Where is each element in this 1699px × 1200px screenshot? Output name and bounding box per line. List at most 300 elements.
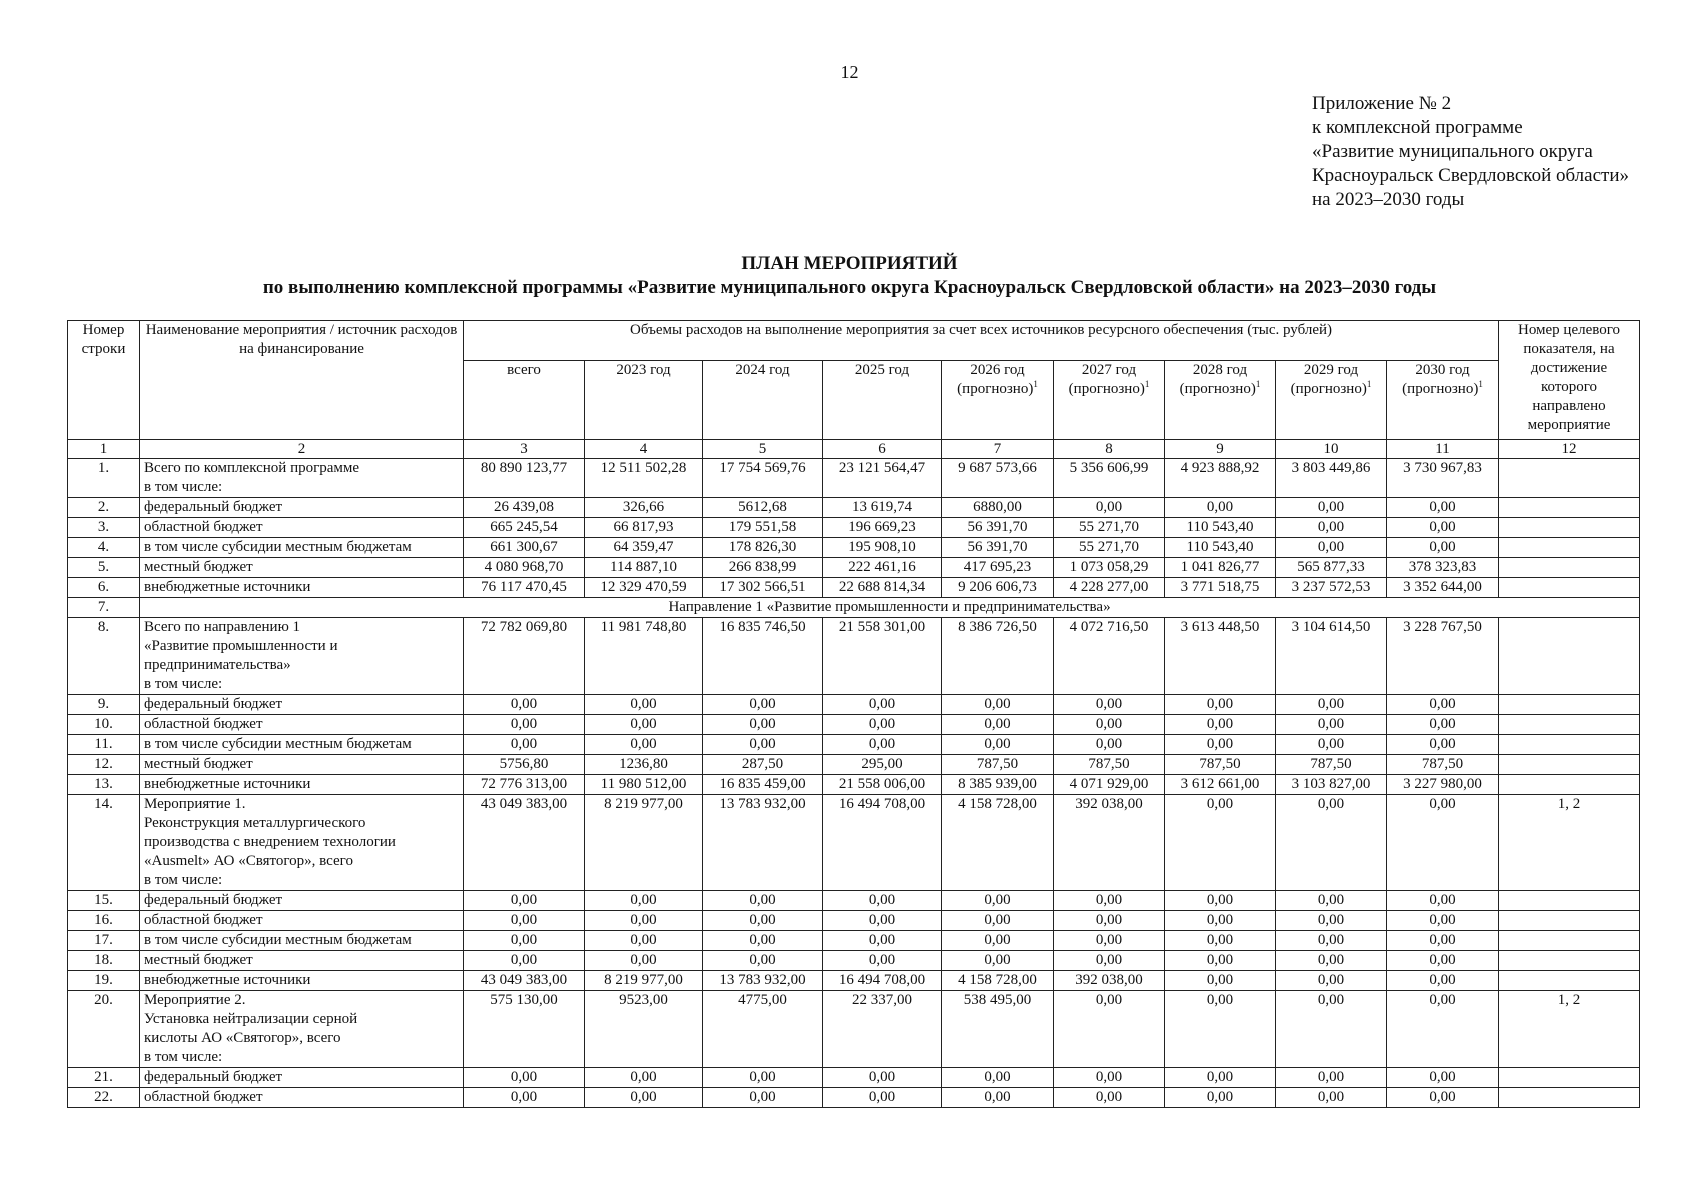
target-indicator-cell [1499, 951, 1640, 971]
year-value-cell: 3 730 967,83 [1387, 459, 1499, 498]
year-value-cell: 0,00 [1054, 498, 1165, 518]
row-number-cell: 6. [68, 578, 140, 598]
year-value-cell: 787,50 [1276, 755, 1387, 775]
year-value-cell: 0,00 [1276, 971, 1387, 991]
column-number: 12 [1499, 440, 1640, 459]
year-value-cell: 0,00 [585, 951, 703, 971]
year-value-cell: 287,50 [703, 755, 823, 775]
total-value-cell: 0,00 [464, 735, 585, 755]
forecast-label: (прогнозно) [1290, 381, 1367, 398]
year-value-cell: 0,00 [1165, 715, 1276, 735]
table-row [68, 991, 1640, 1068]
year-value-cell: 0,00 [1276, 518, 1387, 538]
year-value-cell: 0,00 [1387, 735, 1499, 755]
year-value-cell: 4775,00 [703, 991, 823, 1068]
row-number-cell: 11. [68, 735, 140, 755]
year-label: 2029 год [1303, 362, 1359, 379]
year-value-cell: 195 908,10 [823, 538, 942, 558]
year-value-cell: 392 038,00 [1054, 971, 1165, 991]
year-value-cell: 0,00 [703, 911, 823, 931]
year-value-cell: 0,00 [942, 735, 1054, 755]
year-value-cell: 9 687 573,66 [942, 459, 1054, 498]
year-value-cell: 0,00 [1165, 991, 1276, 1068]
year-value-cell: 0,00 [1276, 695, 1387, 715]
year-value-cell: 3 237 572,53 [1276, 578, 1387, 598]
total-value-cell: 72 776 313,00 [464, 775, 585, 795]
total-value-cell: 0,00 [464, 951, 585, 971]
total-value-cell: 76 117 470,45 [464, 578, 585, 598]
target-indicator-cell [1499, 931, 1640, 951]
subtitle-line: по выполнению комплексной программы «Развитие муниципального округа Красноуральск Свердловской области» на 2023–2030 годы [262, 277, 1437, 298]
year-value-cell: 4 072 716,50 [1054, 618, 1165, 695]
table-row [68, 459, 1640, 498]
year-value-cell: 16 835 746,50 [703, 618, 823, 695]
title-line: ПЛАН МЕРОПРИЯТИЙ [741, 253, 958, 274]
year-value-cell: 0,00 [1054, 951, 1165, 971]
year-value-cell: 178 826,30 [703, 538, 823, 558]
table-row [68, 578, 1640, 598]
column-number: 1 [68, 440, 140, 459]
year-value-cell: 0,00 [1165, 498, 1276, 518]
year-value-cell: 23 121 564,47 [823, 459, 942, 498]
year-value-cell: 0,00 [703, 1088, 823, 1108]
appendix-line: Красноуральск Свердловской области» [1312, 165, 1629, 186]
row-name-cell: Мероприятие 2. Установка нейтрализации серной кислоты АО «Святогор», всего в том числе: [140, 991, 464, 1068]
target-indicator-cell [1499, 755, 1640, 775]
row-name-cell: местный бюджет [140, 558, 464, 578]
year-value-cell: 0,00 [585, 1088, 703, 1108]
year-value-cell: 0,00 [1387, 891, 1499, 911]
year-value-cell: 0,00 [823, 1088, 942, 1108]
table-row [68, 735, 1640, 755]
column-number: 4 [585, 440, 703, 459]
table-row [68, 795, 1640, 891]
year-value-cell: 1236,80 [585, 755, 703, 775]
row-name-cell: в том числе субсидии местным бюджетам [140, 538, 464, 558]
table-row [68, 618, 1640, 695]
year-value-cell: 0,00 [1387, 538, 1499, 558]
year-value-cell: 0,00 [942, 951, 1054, 971]
year-label: 2030 год [1415, 362, 1470, 379]
year-value-cell: 0,00 [1276, 538, 1387, 558]
year-value-cell: 4 071 929,00 [1054, 775, 1165, 795]
total-value-cell: 0,00 [464, 695, 585, 715]
column-number: 11 [1387, 440, 1499, 459]
total-value-cell: 4 080 968,70 [464, 558, 585, 578]
appendix-line: «Развитие муниципального округа [1312, 141, 1593, 162]
column-number: 5 [703, 440, 823, 459]
year-value-cell: 222 461,16 [823, 558, 942, 578]
year-value-cell: 3 771 518,75 [1165, 578, 1276, 598]
total-value-cell: 0,00 [464, 911, 585, 931]
forecast-label: (прогнозно) [1068, 381, 1145, 398]
year-value-cell: 56 391,70 [942, 518, 1054, 538]
header-row-number: Номер строки [68, 321, 140, 440]
year-value-cell: 0,00 [703, 735, 823, 755]
row-name-cell: областной бюджет [140, 911, 464, 931]
year-value-cell: 13 619,74 [823, 498, 942, 518]
row-number-cell: 15. [68, 891, 140, 911]
year-value-cell: 114 887,10 [585, 558, 703, 578]
table-row [68, 951, 1640, 971]
year-value-cell: 12 329 470,59 [585, 578, 703, 598]
year-value-cell: 3 104 614,50 [1276, 618, 1387, 695]
row-number-cell: 9. [68, 695, 140, 715]
year-value-cell: 417 695,23 [942, 558, 1054, 578]
target-indicator-cell: 1, 2 [1499, 991, 1640, 1068]
appendix-note [1312, 92, 1629, 212]
row-number-cell: 16. [68, 911, 140, 931]
year-value-cell: 8 386 726,50 [942, 618, 1054, 695]
table-row [68, 1068, 1640, 1088]
year-value-cell: 0,00 [703, 891, 823, 911]
year-value-cell: 5 356 606,99 [1054, 459, 1165, 498]
year-value-cell: 22 337,00 [823, 991, 942, 1068]
year-value-cell: 9 206 606,73 [942, 578, 1054, 598]
year-value-cell: 0,00 [1054, 735, 1165, 755]
header-year: 2023 год [585, 361, 703, 440]
year-value-cell: 0,00 [1165, 911, 1276, 931]
year-value-cell: 64 359,47 [585, 538, 703, 558]
year-value-cell: 0,00 [1276, 735, 1387, 755]
column-number: 2 [140, 440, 464, 459]
row-name-cell: в том числе субсидии местным бюджетам [140, 931, 464, 951]
year-value-cell: 0,00 [942, 1088, 1054, 1108]
year-value-cell: 787,50 [1165, 755, 1276, 775]
total-value-cell: 43 049 383,00 [464, 971, 585, 991]
year-value-cell: 0,00 [823, 951, 942, 971]
year-value-cell: 55 271,70 [1054, 518, 1165, 538]
year-value-cell: 0,00 [1387, 1068, 1499, 1088]
year-value-cell: 0,00 [703, 951, 823, 971]
target-indicator-cell [1499, 618, 1640, 695]
year-value-cell: 0,00 [1276, 911, 1387, 931]
year-value-cell: 4 158 728,00 [942, 795, 1054, 891]
year-value-cell: 11 981 748,80 [585, 618, 703, 695]
total-value-cell: 0,00 [464, 1088, 585, 1108]
target-indicator-cell [1499, 891, 1640, 911]
footnote-mark: 1 [1366, 379, 1372, 390]
header-row [68, 321, 1640, 361]
table-row [68, 518, 1640, 538]
year-value-cell: 0,00 [1054, 1068, 1165, 1088]
header-total: всего [464, 361, 585, 440]
row-name-cell: Мероприятие 1. Реконструкция металлургического производства с внедрением технологии «Ausmelt» АО «Святогор», всего в том числе: [140, 795, 464, 891]
year-value-cell: 378 323,83 [1387, 558, 1499, 578]
year-value-cell: 0,00 [1054, 695, 1165, 715]
section-title-cell: Направление 1 «Развитие промышленности и предпринимательства» [140, 598, 1640, 618]
year-value-cell: 0,00 [1276, 991, 1387, 1068]
page-number: 12 [840, 62, 859, 82]
column-number: 7 [942, 440, 1054, 459]
year-value-cell: 0,00 [1387, 991, 1499, 1068]
year-value-cell: 0,00 [1054, 911, 1165, 931]
year-value-cell: 0,00 [585, 931, 703, 951]
year-value-cell: 8 219 977,00 [585, 795, 703, 891]
year-value-cell: 0,00 [1387, 911, 1499, 931]
header-volumes: Объемы расходов на выполнение мероприятия за счет всех источников ресурсного обеспечения (тыс. рублей) [464, 321, 1499, 361]
year-value-cell: 13 783 932,00 [703, 795, 823, 891]
total-value-cell: 0,00 [464, 891, 585, 911]
year-value-cell: 0,00 [585, 891, 703, 911]
target-indicator-cell [1499, 695, 1640, 715]
activities-plan-table [67, 320, 1640, 1108]
forecast-label: (прогнозно) [1179, 381, 1256, 398]
row-number-cell: 7. [68, 598, 140, 618]
row-number-cell: 1. [68, 459, 140, 498]
year-value-cell: 110 543,40 [1165, 538, 1276, 558]
year-value-cell: 3 352 644,00 [1387, 578, 1499, 598]
row-name-cell: внебюджетные источники [140, 578, 464, 598]
year-value-cell: 17 754 569,76 [703, 459, 823, 498]
row-number-cell: 4. [68, 538, 140, 558]
target-indicator-cell [1499, 1068, 1640, 1088]
forecast-label: (прогнозно) [957, 381, 1034, 398]
appendix-line: к комплексной программе [1312, 117, 1523, 138]
year-value-cell: 0,00 [1054, 931, 1165, 951]
target-indicator-cell: 1, 2 [1499, 795, 1640, 891]
year-value-cell: 0,00 [942, 931, 1054, 951]
year-value-cell: 0,00 [942, 891, 1054, 911]
row-name-cell: внебюджетные источники [140, 971, 464, 991]
year-value-cell: 0,00 [585, 695, 703, 715]
year-value-cell: 0,00 [823, 891, 942, 911]
appendix-line: на 2023–2030 годы [1312, 189, 1465, 210]
header-name: Наименование мероприятия / источник расходов на финансирование [140, 321, 464, 440]
year-value-cell: 3 803 449,86 [1276, 459, 1387, 498]
year-value-cell: 3 613 448,50 [1165, 618, 1276, 695]
year-value-cell: 16 835 459,00 [703, 775, 823, 795]
header-target: Номер целевого показателя, на достижение которого направлено мероприятие [1499, 321, 1640, 440]
target-indicator-cell [1499, 775, 1640, 795]
row-number-cell: 13. [68, 775, 140, 795]
column-number: 9 [1165, 440, 1276, 459]
header-year: 2025 год [823, 361, 942, 440]
year-value-cell: 16 494 708,00 [823, 795, 942, 891]
table-row [68, 715, 1640, 735]
year-value-cell: 0,00 [1054, 891, 1165, 911]
year-value-cell: 0,00 [823, 695, 942, 715]
footnote-mark: 1 [1144, 379, 1150, 390]
year-value-cell: 0,00 [1054, 991, 1165, 1068]
year-value-cell: 0,00 [1387, 518, 1499, 538]
year-value-cell: 8 385 939,00 [942, 775, 1054, 795]
target-indicator-cell [1499, 538, 1640, 558]
target-indicator-cell [1499, 911, 1640, 931]
row-name-cell: областной бюджет [140, 715, 464, 735]
target-indicator-cell [1499, 459, 1640, 498]
year-value-cell: 0,00 [1165, 735, 1276, 755]
total-value-cell: 43 049 383,00 [464, 795, 585, 891]
appendix-line: Приложение № 2 [1312, 93, 1452, 114]
table-row [68, 538, 1640, 558]
row-number-cell: 20. [68, 991, 140, 1068]
year-value-cell: 0,00 [1276, 891, 1387, 911]
year-value-cell: 6880,00 [942, 498, 1054, 518]
forecast-label: (прогнозно) [1402, 381, 1479, 398]
header-year-forecast [1276, 361, 1387, 440]
year-value-cell: 0,00 [1387, 498, 1499, 518]
target-indicator-cell [1499, 715, 1640, 735]
year-value-cell: 3 612 661,00 [1165, 775, 1276, 795]
year-value-cell: 55 271,70 [1054, 538, 1165, 558]
year-value-cell: 16 494 708,00 [823, 971, 942, 991]
year-value-cell: 0,00 [1054, 715, 1165, 735]
row-number-cell: 22. [68, 1088, 140, 1108]
year-value-cell: 1 041 826,77 [1165, 558, 1276, 578]
footnote-mark: 1 [1478, 379, 1483, 390]
year-value-cell: 56 391,70 [942, 538, 1054, 558]
year-value-cell: 0,00 [1276, 715, 1387, 735]
column-number: 10 [1276, 440, 1387, 459]
section-row [68, 598, 1640, 618]
year-value-cell: 0,00 [1054, 1088, 1165, 1108]
year-value-cell: 0,00 [703, 695, 823, 715]
year-value-cell: 0,00 [585, 1068, 703, 1088]
year-value-cell: 266 838,99 [703, 558, 823, 578]
year-value-cell: 5612,68 [703, 498, 823, 518]
year-value-cell: 0,00 [942, 911, 1054, 931]
year-value-cell: 0,00 [585, 735, 703, 755]
year-value-cell: 0,00 [1165, 931, 1276, 951]
row-name-cell: внебюджетные источники [140, 775, 464, 795]
row-name-cell: в том числе субсидии местным бюджетам [140, 735, 464, 755]
year-value-cell: 0,00 [585, 715, 703, 735]
year-value-cell: 0,00 [942, 1068, 1054, 1088]
year-value-cell: 326,66 [585, 498, 703, 518]
total-value-cell: 665 245,54 [464, 518, 585, 538]
year-value-cell: 0,00 [1387, 951, 1499, 971]
year-value-cell: 0,00 [1165, 891, 1276, 911]
year-value-cell: 4 923 888,92 [1165, 459, 1276, 498]
total-value-cell: 5756,80 [464, 755, 585, 775]
year-value-cell: 0,00 [823, 1068, 942, 1088]
row-number-cell: 19. [68, 971, 140, 991]
year-value-cell: 0,00 [1165, 1088, 1276, 1108]
total-value-cell: 26 439,08 [464, 498, 585, 518]
year-value-cell: 4 158 728,00 [942, 971, 1054, 991]
total-value-cell: 575 130,00 [464, 991, 585, 1068]
row-number-cell: 12. [68, 755, 140, 775]
year-value-cell: 0,00 [1387, 1088, 1499, 1108]
target-indicator-cell [1499, 558, 1640, 578]
header-year-forecast [942, 361, 1054, 440]
year-value-cell: 0,00 [823, 911, 942, 931]
total-value-cell: 0,00 [464, 931, 585, 951]
year-value-cell: 3 103 827,00 [1276, 775, 1387, 795]
year-value-cell: 787,50 [1054, 755, 1165, 775]
row-number-cell: 14. [68, 795, 140, 891]
row-number-cell: 18. [68, 951, 140, 971]
year-value-cell: 66 817,93 [585, 518, 703, 538]
row-name-cell: федеральный бюджет [140, 498, 464, 518]
target-indicator-cell [1499, 971, 1640, 991]
year-label: 2026 год [970, 362, 1025, 379]
year-value-cell: 0,00 [1276, 1088, 1387, 1108]
document-title [0, 252, 1699, 300]
year-value-cell: 565 877,33 [1276, 558, 1387, 578]
column-number-row [68, 440, 1640, 459]
row-number-cell: 5. [68, 558, 140, 578]
year-value-cell: 0,00 [1276, 498, 1387, 518]
total-value-cell: 80 890 123,77 [464, 459, 585, 498]
table-row [68, 498, 1640, 518]
table-body [68, 459, 1640, 1108]
year-value-cell: 17 302 566,51 [703, 578, 823, 598]
row-name-cell: областной бюджет [140, 518, 464, 538]
year-value-cell: 0,00 [1276, 1068, 1387, 1088]
row-name-cell: местный бюджет [140, 755, 464, 775]
year-value-cell: 0,00 [1165, 695, 1276, 715]
year-value-cell: 0,00 [1387, 971, 1499, 991]
year-value-cell: 787,50 [1387, 755, 1499, 775]
year-value-cell: 0,00 [1165, 951, 1276, 971]
year-value-cell: 9523,00 [585, 991, 703, 1068]
footnote-mark: 1 [1255, 379, 1261, 390]
total-value-cell: 0,00 [464, 1068, 585, 1088]
year-value-cell: 0,00 [703, 715, 823, 735]
total-value-cell: 0,00 [464, 715, 585, 735]
table-row [68, 971, 1640, 991]
table-row [68, 1088, 1640, 1108]
year-value-cell: 0,00 [1387, 931, 1499, 951]
year-value-cell: 392 038,00 [1054, 795, 1165, 891]
row-number-cell: 21. [68, 1068, 140, 1088]
row-number-cell: 3. [68, 518, 140, 538]
column-number: 6 [823, 440, 942, 459]
row-name-cell: Всего по направлению 1 «Развитие промышленности и предпринимательства» в том числе: [140, 618, 464, 695]
year-value-cell: 3 227 980,00 [1387, 775, 1499, 795]
year-value-cell: 0,00 [585, 911, 703, 931]
year-value-cell: 0,00 [1276, 951, 1387, 971]
year-value-cell: 13 783 932,00 [703, 971, 823, 991]
target-indicator-cell [1499, 498, 1640, 518]
row-number-cell: 10. [68, 715, 140, 735]
total-value-cell: 72 782 069,80 [464, 618, 585, 695]
year-value-cell: 21 558 301,00 [823, 618, 942, 695]
year-value-cell: 0,00 [1165, 795, 1276, 891]
column-number: 3 [464, 440, 585, 459]
row-name-cell: областной бюджет [140, 1088, 464, 1108]
header-year-forecast [1054, 361, 1165, 440]
year-value-cell: 0,00 [703, 931, 823, 951]
table-row [68, 558, 1640, 578]
table-row [68, 755, 1640, 775]
year-value-cell: 3 228 767,50 [1387, 618, 1499, 695]
year-value-cell: 0,00 [1165, 1068, 1276, 1088]
year-value-cell: 110 543,40 [1165, 518, 1276, 538]
target-indicator-cell [1499, 735, 1640, 755]
year-value-cell: 12 511 502,28 [585, 459, 703, 498]
row-name-cell: местный бюджет [140, 951, 464, 971]
year-value-cell: 0,00 [942, 715, 1054, 735]
year-value-cell: 4 228 277,00 [1054, 578, 1165, 598]
year-value-cell: 0,00 [942, 695, 1054, 715]
target-indicator-cell [1499, 578, 1640, 598]
year-label: 2028 год [1192, 362, 1248, 379]
year-label: 2027 год [1081, 362, 1137, 379]
year-value-cell: 8 219 977,00 [585, 971, 703, 991]
table-row [68, 911, 1640, 931]
year-value-cell: 0,00 [823, 735, 942, 755]
year-value-cell: 0,00 [1387, 795, 1499, 891]
year-value-cell: 787,50 [942, 755, 1054, 775]
row-number-cell: 17. [68, 931, 140, 951]
header-year: 2024 год [703, 361, 823, 440]
header-year-forecast [1387, 361, 1499, 440]
year-value-cell: 0,00 [703, 1068, 823, 1088]
footnote-mark: 1 [1033, 379, 1038, 390]
